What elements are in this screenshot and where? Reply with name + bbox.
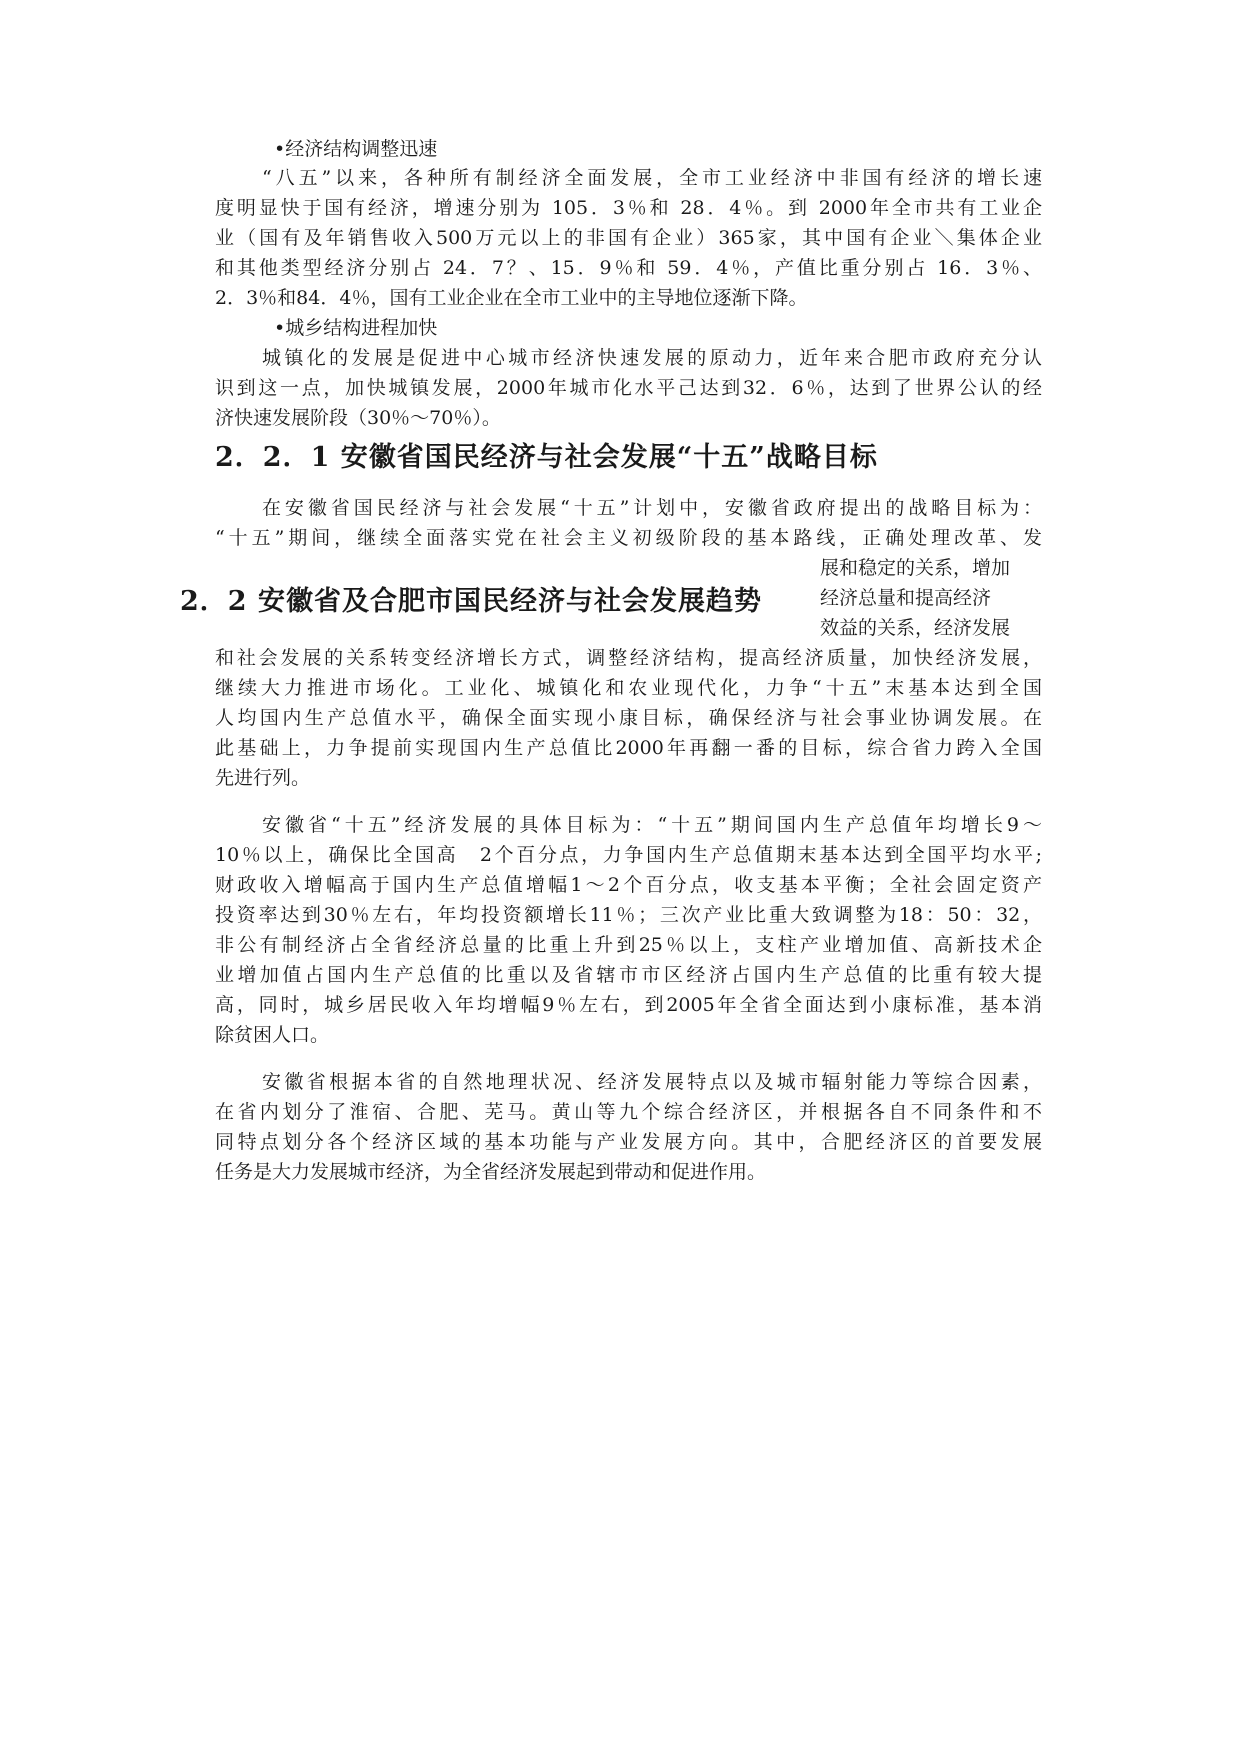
para4-line3: 财政收入增幅高于国内生产总值增幅1～2个百分点，收支基本平衡；全社会固定资产 bbox=[215, 874, 1042, 896]
para4-line2: 10％以上，确保比全国高 2个百分点，力争国内生产总值期末基本达到全国平均水平; bbox=[215, 844, 1042, 866]
section-heading-2-2-1: 2．2．1 安徽省国民经济与社会发展“十五”战略目标 bbox=[215, 442, 878, 473]
para2-line2: 识到这一点，加快城镇发展，2000年城市化水平己达到32．6％，达到了世界公认的经 bbox=[215, 377, 1042, 399]
para3-line2: “十五”期间，继续全面落实党在社会主义初级阶段的基本路线，正确处理改革、发 bbox=[215, 527, 1042, 549]
para4-line7: 高，同时，城乡居民收入年均增幅9％左右，到2005年全省全面达到小康标准，基本消 bbox=[215, 994, 1042, 1016]
para3-line9: 此基础上，力争提前实现国内生产总值比2000年再翻一番的目标，综合省力跨入全国 bbox=[215, 737, 1042, 759]
para3-line4: 经济总量和提高经济 bbox=[820, 587, 992, 609]
para3-line8: 人均国内生产总值水平，确保全面实现小康目标，确保经济与社会事业协调发展。在 bbox=[215, 707, 1042, 729]
para1-line1: “八五”以来，各种所有制经济全面发展，全市工业经济中非国有经济的增长速 bbox=[262, 167, 1042, 189]
para1-line5: 2．3％和84．4％，国有工业企业在全市工业中的主导地位逐渐下降。 bbox=[215, 287, 808, 309]
para5-line2: 在省内划分了淮宿、合肥、芜马。黄山等九个综合经济区，并根据各自不同条件和不 bbox=[215, 1101, 1042, 1123]
para3-line7: 继续大力推进市场化。工业化、城镇化和农业现代化，力争“十五”末基本达到全国 bbox=[215, 677, 1042, 699]
para4-line6: 业增加值占国内生产总值的比重以及省辖市市区经济占国内生产总值的比重有较大提 bbox=[215, 964, 1042, 986]
para3-line5: 效益的关系，经济发展 bbox=[820, 617, 1011, 639]
para2-line1: 城镇化的发展是促进中心城市经济快速发展的原动力，近年来合肥市政府充分认 bbox=[262, 347, 1042, 369]
para4-line8: 除贫困人口。 bbox=[215, 1024, 330, 1046]
para4-line1: 安徽省“十五”经济发展的具体目标为：“十五”期间国内生产总值年均增长9～ bbox=[262, 814, 1042, 836]
para5-line1: 安徽省根据本省的自然地理状况、经济发展特点以及城市辐射能力等综合因素， bbox=[262, 1071, 1042, 1093]
para2-line3: 济快速发展阶段（30％～70％）。 bbox=[215, 407, 501, 429]
para3-line6: 和社会发展的关系转变经济增长方式，调整经济结构，提高经济质量，加快经济发展， bbox=[215, 647, 1042, 669]
bullet-urban-rural: •城乡结构进程加快 bbox=[274, 317, 438, 339]
para5-line4: 任务是大力发展城市经济，为全省经济发展起到带动和促进作用。 bbox=[215, 1161, 767, 1183]
section-heading-2-2: 2．2 安徽省及合肥市国民经济与社会发展趋势 bbox=[180, 586, 762, 617]
para4-line4: 投资率达到30％左右，年均投资额增长11％；三次产业比重大致调整为18：50：32， bbox=[215, 904, 1042, 926]
para1-line3: 业（国有及年销售收入500万元以上的非国有企业）365家，其中国有企业＼集体企业 bbox=[215, 227, 1042, 249]
para3-line3: 展和稳定的关系，增加 bbox=[820, 557, 1011, 579]
bullet-economic-structure: •经济结构调整迅速 bbox=[274, 138, 438, 160]
para3-line1: 在安徽省国民经济与社会发展“十五”计划中，安徽省政府提出的战略目标为： bbox=[262, 497, 1042, 519]
para1-line2: 度明显快于国有经济，增速分别为 105．3％和 28．4％。到 2000年全市共有工业企 bbox=[215, 197, 1042, 219]
para1-line4: 和其他类型经济分别占 24．7？、15．9％和 59．4％，产值比重分别占 16．3％、 bbox=[215, 257, 1042, 279]
para3-line10: 先进行列。 bbox=[215, 767, 311, 789]
para4-line5: 非公有制经济占全省经济总量的比重上升到25％以上，支柱产业增加值、高新技术企 bbox=[215, 934, 1042, 956]
para5-line3: 同特点划分各个经济区域的基本功能与产业发展方向。其中，合肥经济区的首要发展 bbox=[215, 1131, 1042, 1153]
